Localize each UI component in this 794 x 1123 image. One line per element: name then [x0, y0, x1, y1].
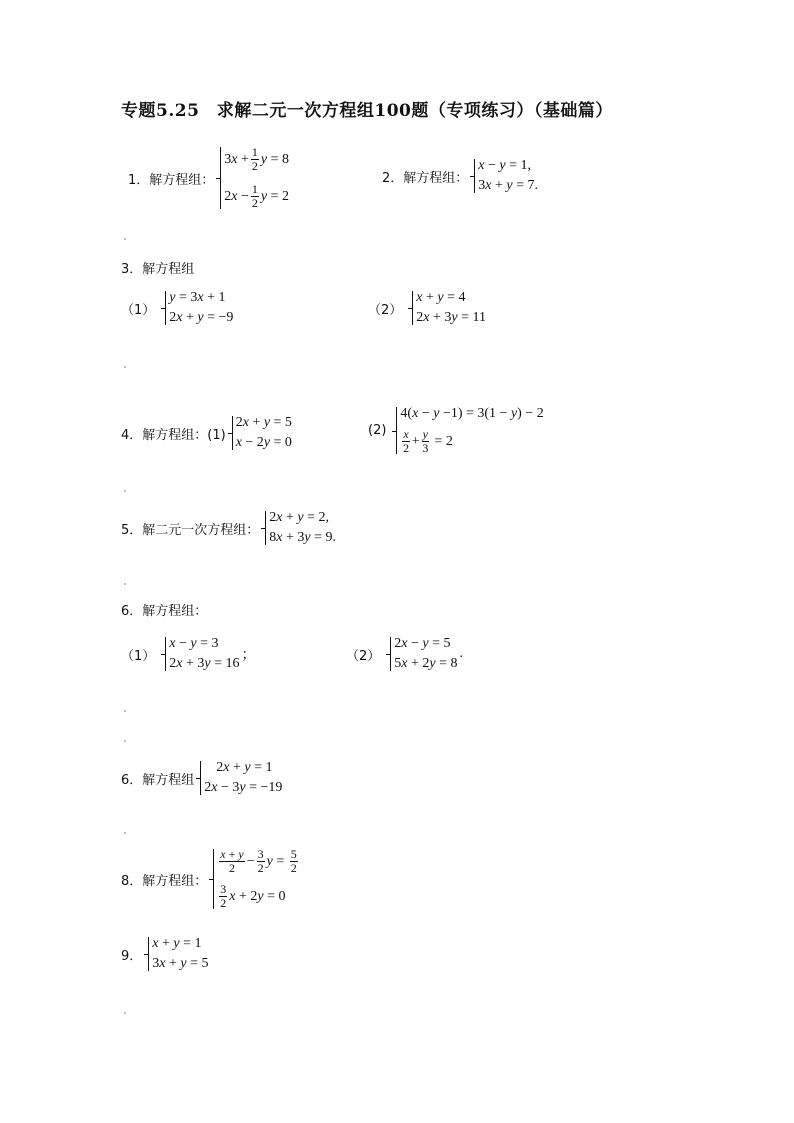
- problem-6-part-2: [346, 636, 463, 672]
- brace-icon: [261, 510, 269, 546]
- problem-3-label: [121, 258, 194, 277]
- problem-7: [121, 760, 282, 796]
- equation: $\frac{x + y}{2}$ − $\frac{3}{2}$ y = $\frac{5}{2}$: [220, 847, 297, 875]
- equation: 2 x + y = −9: [169, 310, 234, 325]
- equation: x + y = 1: [152, 936, 202, 951]
- equation: 3 x + y = 5: [152, 956, 209, 971]
- equation-system-7: [196, 760, 282, 796]
- equation: 5 x + 2 y = 8: [394, 656, 458, 671]
- equation-system-4-1: [228, 415, 292, 451]
- equation-system-6-2: [386, 636, 457, 672]
- problem-2-label: 2．解方程组：: [382, 170, 469, 186]
- brace-icon: [196, 760, 204, 796]
- problem-3-part-2: [368, 290, 486, 326]
- problem-6-label-text: 6．解方程组：: [121, 604, 208, 619]
- equation: y = 3 x + 1: [169, 290, 226, 305]
- equation: $\frac{3}{2}$ x + 2 y = 0: [220, 882, 286, 910]
- brace-icon: [228, 415, 236, 451]
- problem-6-label: [121, 600, 207, 619]
- brace-icon: [386, 636, 394, 672]
- equation: 2 x − $\frac{1}{2}$ y = 2: [224, 182, 290, 210]
- problem-7-label: 6．解方程组: [121, 772, 195, 788]
- problem-4-part-2: [368, 406, 544, 455]
- problem-2: [382, 158, 538, 194]
- problem-3-label-text: 3．解方程组: [121, 262, 195, 277]
- equation: 3 x + $\frac{1}{2}$ y = 8: [224, 145, 290, 173]
- brace-icon: [161, 636, 169, 672]
- part-number: （1）: [121, 648, 156, 664]
- brace-icon: [216, 146, 224, 210]
- equation: 8 x + 3 y = 9.: [269, 530, 337, 545]
- equation-system-1: [216, 146, 289, 210]
- equation: x − 2 y = 0: [235, 435, 292, 450]
- brace-icon: [144, 936, 152, 972]
- brace-icon: [470, 158, 478, 194]
- page-title: 专题5.25 求解二元一次方程组100题（专项练习）（基础篇）: [121, 101, 613, 121]
- equation: 3 x + y = 7.: [478, 178, 539, 193]
- equation: 4( x − y −1) = 3(1 − y ) − 2: [400, 406, 544, 421]
- brace-icon: [392, 406, 400, 455]
- equation: 2 x − 3 y = −19: [204, 780, 283, 795]
- equation: 2 x + y = 5: [235, 415, 292, 430]
- equation: x + y = 4: [416, 290, 466, 305]
- equation: x − y = 1,: [478, 158, 532, 173]
- problem-9-label: 9．: [121, 948, 143, 964]
- problem-4-label: 4．解方程组：(1): [121, 427, 226, 443]
- equation-system-2: [470, 158, 538, 194]
- punctuation: ；: [241, 648, 256, 663]
- equation-system-6-1: [161, 636, 239, 672]
- equation: 2 x − y = 5: [394, 636, 451, 651]
- part-number: （2）: [346, 648, 381, 664]
- problem-9: [121, 936, 209, 972]
- equation: 2 x + y = 1: [216, 760, 273, 775]
- part-number: (2): [368, 423, 387, 438]
- punctuation: .: [459, 646, 464, 661]
- problem-6-part-1: [121, 636, 256, 672]
- brace-icon: [161, 290, 169, 326]
- equation: x − y = 3: [169, 636, 219, 651]
- brace-icon: [209, 848, 217, 910]
- part-number: （1）: [121, 302, 156, 318]
- equation-system-3-2: [408, 290, 486, 326]
- problem-1-label: 1．解方程组：: [128, 172, 215, 188]
- problem-1: [128, 146, 289, 210]
- equation-system-3-1: [161, 290, 233, 326]
- problem-8-label: 8．解方程组：: [121, 873, 208, 889]
- equation-system-9: [144, 936, 208, 972]
- problem-5-label: 5．解二元一次方程组：: [121, 522, 260, 538]
- problem-5: [121, 510, 336, 546]
- equation: 2 x + y = 2,: [269, 510, 330, 525]
- equation-system-5: [261, 510, 336, 546]
- equation-system-8: [209, 848, 299, 910]
- part-number: （2）: [368, 302, 403, 318]
- brace-icon: [408, 290, 416, 326]
- equation: 2 x + 3 y = 16: [169, 656, 240, 671]
- problem-3-part-1: [121, 290, 233, 326]
- equation-system-4-2: [392, 406, 543, 455]
- problem-8: [121, 848, 300, 910]
- equation: 2 x + 3 y = 11: [416, 310, 487, 325]
- problem-4-part-1: [121, 415, 292, 451]
- equation: $\frac{x}{2}$ + $\frac{y}{3}$ = 2: [403, 427, 453, 455]
